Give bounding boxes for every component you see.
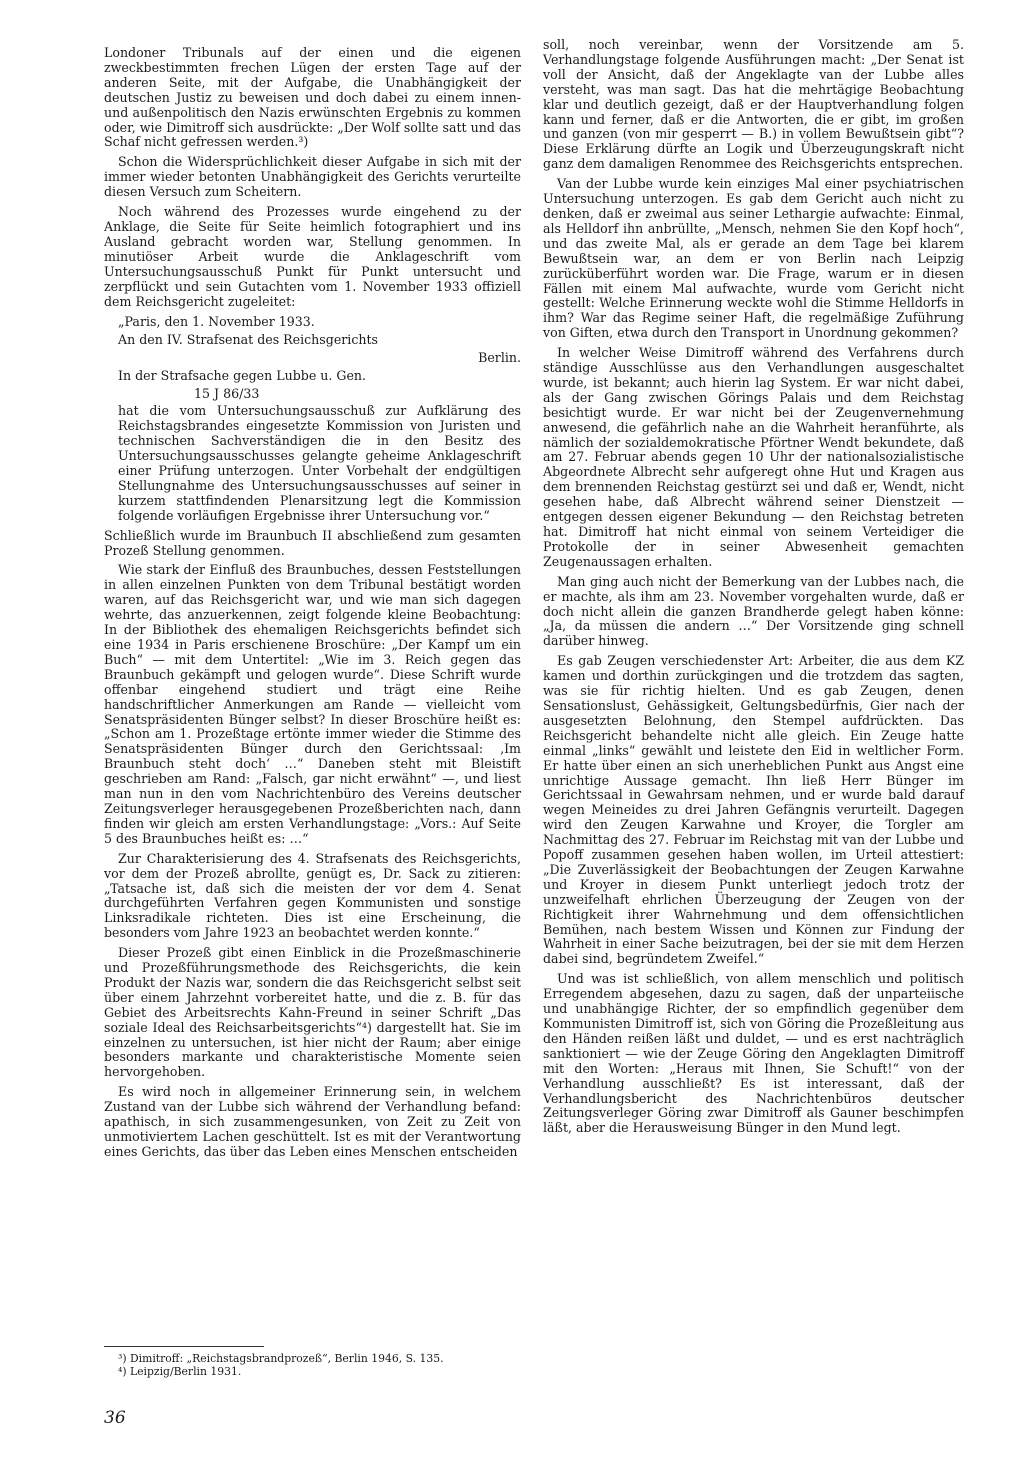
paragraph: Und was ist schließlich, von allem menschlich und politisch Erregendem abgesehen, dazu zu sagen, daß der unparteiische und unabhängige Richter, der so empfindlich gegenüber dem Kommunisten Dimitroff ist, sich von Göring die Prozeßleitung aus den Händen reißen läßt und duldet, — und es erst nachträglich sanktioniert — wie der Zeuge Göring den Angeklagten Dimitroff mit den Worten: „Heraus mit Ihnen, Sie Schuft!“ von der Verhandlung ausschließt? Es ist interessant, daß der Verhandlungsbericht des Nachrichtenbüros deutscher Zeitungsverleger Göring zwar Dimitroff als Gauner beschimpfen läßt, aber die Herausweisung Bünger in den Mund legt. (543, 971, 964, 1136)
quote-file-number: 15 J 86/33 (194, 386, 260, 402)
paragraph: Es gab Zeugen verschiedenster Art: Arbeiter, die aus dem KZ kamen und dorthin zurückgingen und die trotzdem das sagten, was sie für richtig hielten. Und es gab Zeugen, denen Sensationslust, Gehässigkeit, Geltungsbedürfnis, Gier nach der ausgesetzten Belohnung, den Stempel aufdrückten. Das Reichsgericht behandelte nicht alle gleich. Ein Zeuge hatte einmal „links“ gewählt und leistete den Eid in weltlicher Form. Er hatte über einen an sich unerheblichen Punkt aus Angst eine unrichtige Aussage gemacht. Ihn ließ Herr Bünger im Gerichtssaal in Gewahrsam nehmen, und er wurde bald darauf wegen Meineides zu drei Jahren Gefängnis verurteilt. Dagegen wird den Zeugen Karwahne und Kroyer, die Torgler am Nachmittag des 27. Februar im Reichstag mit van der Lubbe und Popoff zusammen gesehen haben wollen, im Urteil attestiert: „Die Zuverlässigkeit der Beobachtungen der Zeugen Karwahne und Kroyer in diesem Punkt unterliegt jedoch trotz der unzweifelhaft ehrlichen Überzeugung der Zeugen von der Richtigkeit ihrer Wahrnehmung und dem offensichtlichen Bemühen, nach bestem Wissen und Können zur Findung der Wahrheit in einer Sache beizutragen, bei der sie mit dem Herzen dabei sind, begründetem Zweifel.“ (543, 653, 964, 967)
paragraph: Man ging auch nicht der Bemerkung van der Lubbes nach, die er machte, als ihm am 23. November vorgehalten wurde, daß er doch nicht allein die ganzen Brandherde gelegt haben könne: „Ja, da müssen die andern …“ Der Vorsitzende ging schnell darüber hinweg. (543, 573, 964, 649)
paragraph: Schon die Widersprüchlichkeit dieser Aufgabe in sich mit der immer wieder betonten Unabhängigkeit des Gerichts verurteilte diesen Versuch zum Scheitern. (104, 154, 521, 200)
footnote-divider (104, 1346, 264, 1347)
paragraph: Wie stark der Einfluß des Braunbuches, dessen Feststellungen in allen einzelnen Punkten von dem Tribunal bestätigt worden waren, auf das Reichsgericht war, und wie man sich dagegen wehrte, das anzuerkennen, zeigt folgende kleine Beobachtung: In der Bibliothek des ehemaligen Reichsgerichts befindet sich eine 1934 in Paris erschienene Broschüre: „Der Kampf um ein Buch“ — mit dem Untertitel: „Wie im 3. Reich gegen das Braunbuch gekämpft und gelogen wurde“. Diese Schrift wurde offenbar eingehend studiert und trägt eine Reihe handschriftlicher Anmerkungen am Rande — vielleicht vom Senatspräsidenten Bünger selbst? In dieser Broschüre heißt es: „Schon am 1. Prozeßtage ertönte immer wieder die Stimme des Senatspräsidenten Bünger durch den Gerichtssaal: ‚Im Braunbuch steht doch‘ …“ Daneben steht mit Bleistift geschrieben am Rand: „Falsch, gar nicht erwähnt“ —, und liest man nun in den vom Nachrichtenbüro des Vereins deutscher Zeitungsverleger herausgegebenen Prozeßberichten nach, dann finden wir gleich am ersten Verhandlungstage: „Vors.: Auf Seite 5 des Braunbuches heißt es: …“ (104, 562, 521, 846)
paragraph: Schließlich wurde im Braunbuch II abschließend zum gesamten Prozeß Stellung genommen. (104, 527, 521, 558)
footnote: ³) Dimitroff: „Reichstagsbrandprozeß“, Berlin 1946, S. 135. (118, 1352, 444, 1365)
quote-date-line: „Paris, den 1. November 1933. (118, 314, 315, 330)
paragraph: Londoner Tribunals auf der einen und die eigenen zweckbestimmten frechen Lügen der ersten Tage auf der anderen Seite, mit der Aufgabe, die Unabhängigkeit der deutschen Justiz zu beweisen und doch dabei zu einem innen- und außenpolitisch den Nazis erwünschten Ergebnis zu kommen oder, wie Dimitroff sich ausdrückte: „Der Wolf sollte satt und das Schaf nicht gefressen werden.³) (104, 45, 521, 150)
left-column (104, 46, 521, 1165)
quote-addressee: An den IV. Strafsenat des Reichsgerichts (118, 332, 379, 348)
footnote: ⁴) Leipzig/Berlin 1931. (118, 1365, 242, 1378)
paragraph: Van der Lubbe wurde kein einziges Mal einer psychiatrischen Untersuchung unterzogen. Es gab dem Gericht auch nicht zu denken, daß er zweimal aus seiner Lethargie aufwachte: Einmal, als Helldorf ihn anbrüllte, „Mensch, nehmen Sie den Kopf hoch“, und das zweite Mal, als er gerade an dem Tage bei klarem Bewußtsein war, an dem er von Berlin nach Leipzig zurücküberführt worden war. Die Frage, warum er in diesen Fällen mit einem Mal aufwachte, wurde vom Gericht nicht gestellt: Welche Erinnerung weckte wohl die Stimme Helldorfs in ihm? War das Regime seiner Haft, die regelmäßige Zuführung von Giften, etwa durch den Transport in Unordnung gekommen? (543, 176, 964, 341)
quote-city: Berlin. (478, 350, 521, 366)
paragraph: Dieser Prozeß gibt einen Einblick in die Prozeßmaschinerie und Prozeßführungsmethode des Reichsgerichts, die kein Produkt der Nazis war, sondern die das Reichsgericht selbst seit über einem Jahrzehnt vorbereitet hatte, und die z. B. für das Gebiet des Arbeitsrechts Kahn-Freund in seiner Schrift „Das soziale Ideal des Reichsarbeitsgerichts“⁴) dargestellt hat. Sie im einzelnen zu untersuchen, ist hier nicht der Raum; aber einige besonders markante und charakteristische Momente seien hervorgehoben. (104, 945, 521, 1080)
quote-body: hat die vom Untersuchungsausschuß zur Aufklärung des Reichstagsbrandes eingesetzte Kommission von Juristen und technischen Sachverständigen die in den Besitz des Untersuchungsausschusses gelangte geheime Anklageschrift einer Prüfung unterzogen. Unter Vorbehalt der endgültigen Stellungnahme des Untersuchungsausschusses auf seiner in kurzem stattfindenden Plenarsitzung legt die Kommission folgende vorläufigen Ergebnisse ihrer Untersuchung vor.“ (118, 403, 521, 523)
quote-case-line: In der Strafsache gegen Lubbe u. Gen. (118, 368, 367, 384)
page-number: 36 (104, 1408, 126, 1428)
paragraph: In welcher Weise Dimitroff während des Verfahrens durch ständige Ausschlüsse aus den Verhandlungen ausgeschaltet wurde, ist bekannt; auch hierin lag System. Er war nicht dabei, als der Gang zwischen Görings Palais und dem Reichstag besichtigt wurde. Er war nicht bei der Zeugenvernehmung anwesend, die gefährlich nahe an die Wahrheit heranführte, als nämlich der sozialdemokratische Pförtner Wendt bekundete, daß am 27. Februar abends gegen 10 Uhr der nationalsozialistische Abgeordnete Albrecht sehr aufgeregt ohne Hut und Kragen aus dem brennenden Reichstag gestürzt sei und daß er, Wendt, nicht gesehen habe, daß Albrecht während seiner Dienstzeit — entgegen dessen eigener Bekundung — den Reichstag betreten hat. Dimitroff hat nicht einmal von seinem Verteidiger die Protokolle der in seiner Abwesenheit gemachten Zeugenaussagen erhalten. (543, 345, 964, 569)
paragraph: Es wird noch in allgemeiner Erinnerung sein, in welchem Zustand van der Lubbe sich während der Verhandlung befand: apathisch, in sich zusammengesunken, von Zeit zu Zeit von unmotiviertem Lachen geschüttelt. Ist es mit der Verantwortung eines Gerichts, das über das Leben eines Menschen entscheiden (104, 1084, 521, 1159)
footnotes (104, 1352, 521, 1378)
right-column (543, 38, 964, 1141)
paragraph: Zur Charakterisierung des 4. Strafsenats des Reichsgerichts, vor dem der Prozeß abrollte, genügt es, Dr. Sack zu zitieren: „Tatsache ist, daß sich die meisten der vor dem 4. Senat durchgeführten Verfahren gegen Kommunisten und sonstige Linksradikale richteten. Dies ist eine Erscheinung, die besonders vom Jahre 1923 an beobachtet werden konnte.“ (104, 850, 521, 941)
paragraph: Noch während des Prozesses wurde eingehend zu der Anklage, die Seite für Seite heimlich fotographiert und ins Ausland gebracht worden war, Stellung genommen. In minutiöser Arbeit wurde die Anklageschrift vom Untersuchungsausschuß Punkt für Punkt untersucht und zerpflückt und sein Gutachten vom 1. November 1933 offiziell dem Reichsgericht zugeleitet: (104, 204, 521, 309)
paragraph: soll, noch vereinbar, wenn der Vorsitzende am 5. Verhandlungstage folgende Ausführungen macht: „Der Senat ist voll der Ansicht, daß der Angeklagte van der Lubbe alles versteht, was man sagt. Das hat die mehrtägige Beobachtung klar und deutlich gezeigt, daß er der Hauptverhandlung folgen kann und ferner, daß er die Antworten, die er gibt, im großen und ganzen (von mir gesperrt — B.) in vollem Bewußtsein gibt“? Diese Erklärung dürfte an Logik und Überzeugungskraft nicht ganz dem damaligen Renommee des Reichsgerichts entsprechen. (543, 37, 964, 172)
quoted-letter (104, 314, 521, 523)
